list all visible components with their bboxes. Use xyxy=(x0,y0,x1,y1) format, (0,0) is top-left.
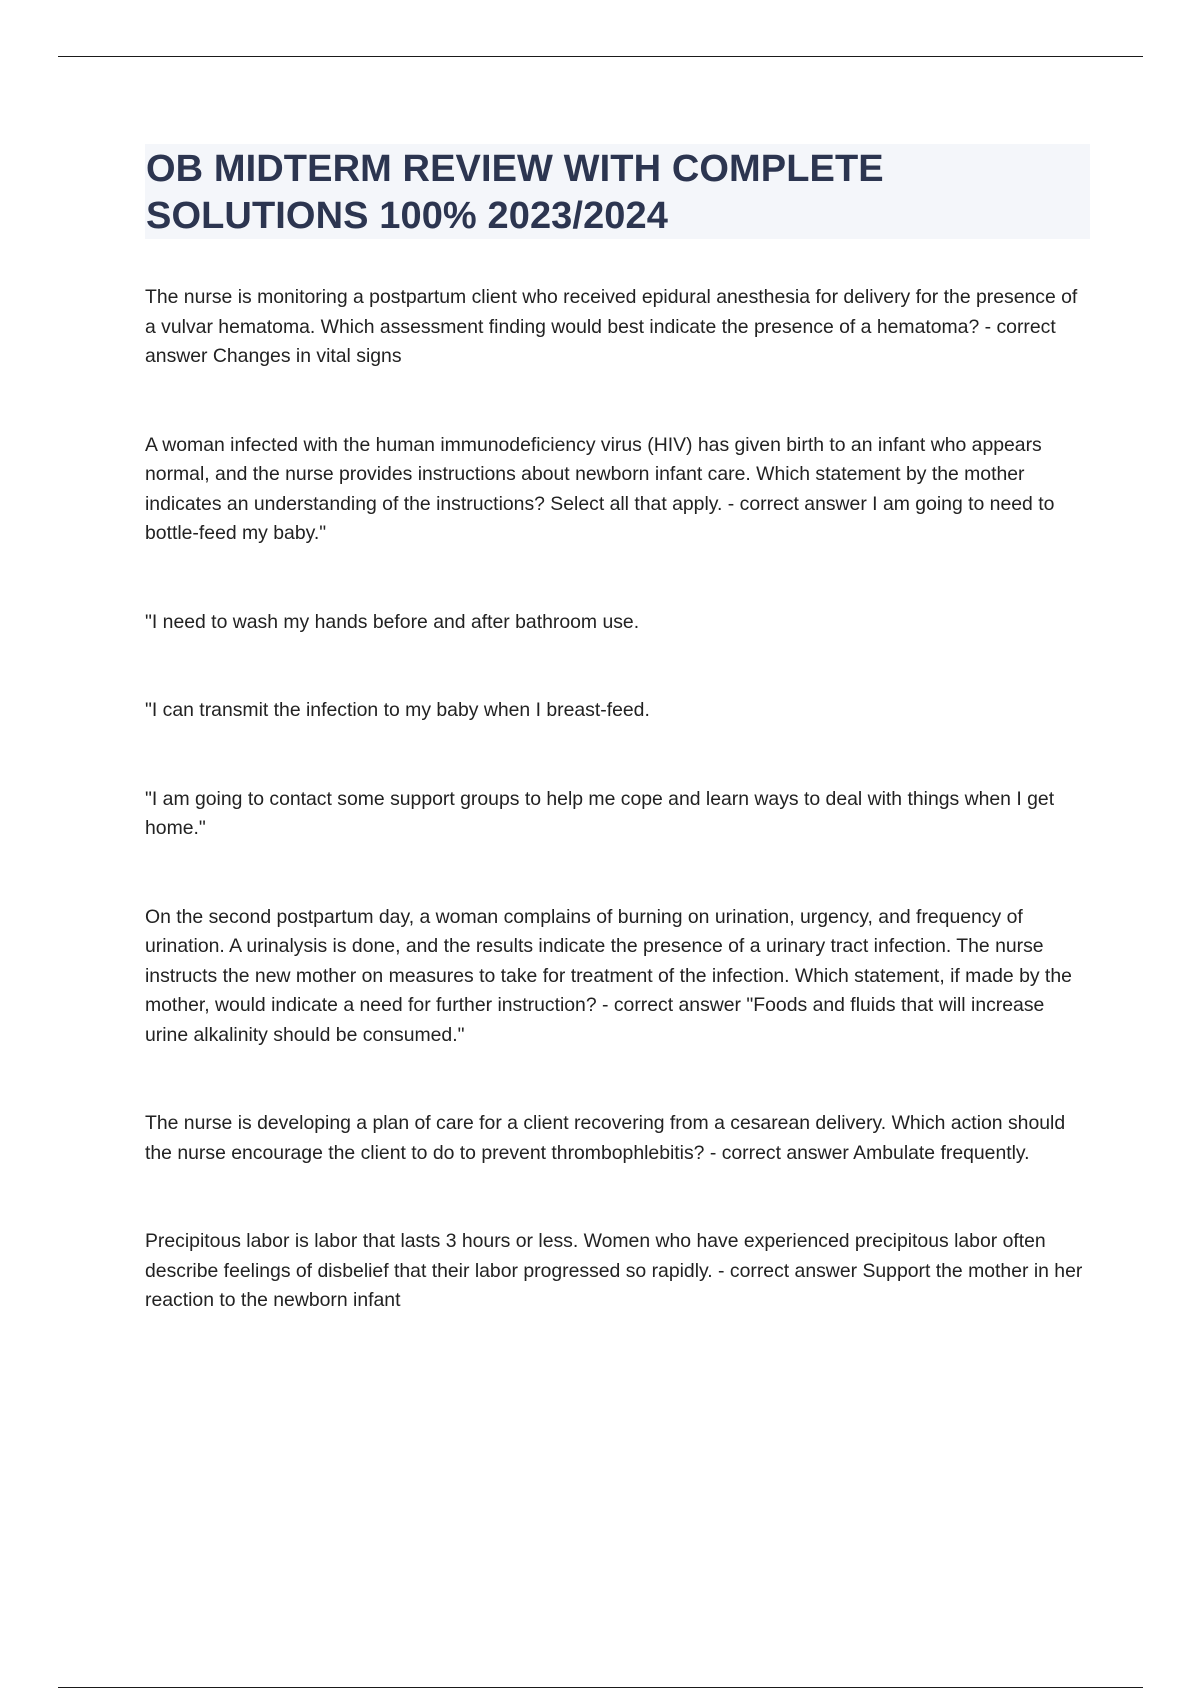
qa-answer-option-handwashing: "I need to wash my hands before and after bathroom use. xyxy=(145,610,640,633)
document-body xyxy=(145,283,1090,1316)
top-divider xyxy=(58,56,1143,57)
qa-answer-option-support-groups: "I am going to contact some support groups to help me cope and learn ways to deal with things when I get home." xyxy=(145,787,1055,839)
bottom-divider xyxy=(58,1687,1143,1688)
qa-paragraph-hematoma: The nurse is monitoring a postpartum client who received epidural anesthesia for delivery for the presence of a vulvar hematoma. Which assessment finding would best indicate the presence of a hematoma? - correct answer Changes in vital signs xyxy=(145,286,1078,367)
qa-paragraph-hiv-newborn-care: A woman infected with the human immunodeficiency virus (HIV) has given birth to an infant who appears normal, and the nurse provides instructions about newborn infant care. Which statement by the mother indicates an understanding of the instructions? Select all that apply. - correct answer I am going to need to bottle-feed my baby." xyxy=(145,433,1055,544)
qa-paragraph-thrombophlebitis: The nurse is developing a plan of care for a client recovering from a cesarean delivery. Which action should the nurse encourage the client to do to prevent thrombophlebitis? - correct answer Ambulate frequently. xyxy=(145,1112,1066,1164)
page-title: OB MIDTERM REVIEW WITH COMPLETE SOLUTIONS 100% 2023/2024 xyxy=(146,148,884,237)
qa-paragraph-uti: On the second postpartum day, a woman complains of burning on urination, urgency, and frequency of urination. A urinalysis is done, and the results indicate the presence of a urinary tract infection. The nurse instructs the new mother on measures to take for treatment of the infection. Which statement, if made by the mother, would indicate a need for further instruction? - correct answer "Foods and fluids that will increase urine alkalinity should be consumed." xyxy=(145,905,1072,1046)
qa-paragraph-precipitous-labor: Precipitous labor is labor that lasts 3 hours or less. Women who have experienced precipitous labor often describe feelings of disbelief that their labor progressed so rapidly. - correct answer Support the mother in her reaction to the newborn infant xyxy=(145,1230,1083,1311)
qa-answer-option-breastfeed: "I can transmit the infection to my baby when I breast-feed. xyxy=(145,699,650,721)
title-banner xyxy=(145,144,1090,239)
